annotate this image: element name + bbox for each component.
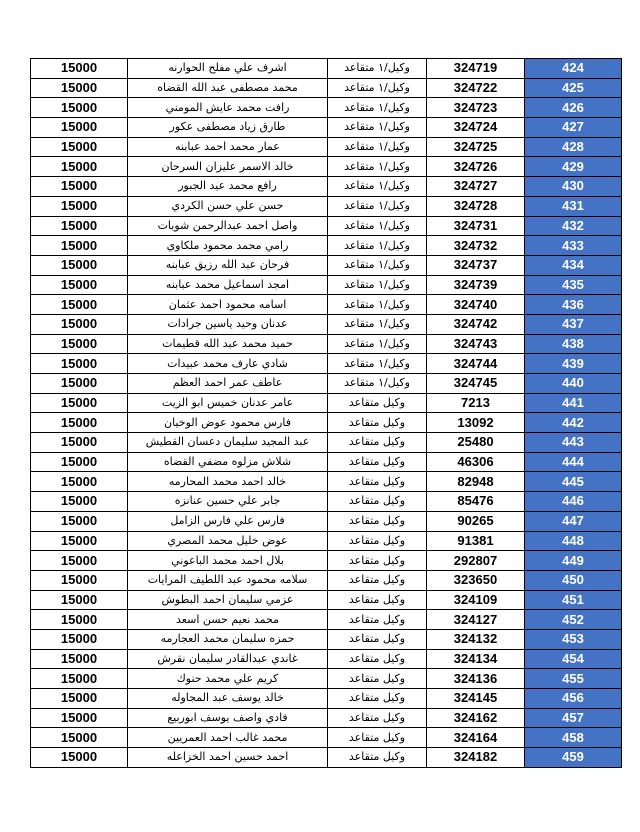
table-row [31, 433, 622, 453]
sequence-cell: 435 [525, 275, 622, 295]
rank-cell: وكيل متقاعد [328, 413, 427, 433]
rank-cell: وكيل متقاعد [328, 511, 427, 531]
service-number-cell: 292807 [427, 551, 525, 571]
service-number-cell: 324737 [427, 255, 525, 275]
sequence-cell: 424 [525, 59, 622, 79]
table-row [31, 472, 622, 492]
service-number-cell: 324732 [427, 236, 525, 256]
name-cell: شادي عارف محمد عبيدات [128, 354, 328, 374]
sequence-cell: 453 [525, 629, 622, 649]
service-number-cell: 324134 [427, 649, 525, 669]
payment-list-table [30, 58, 622, 768]
name-cell: رافع محمد عيد الجبور [128, 177, 328, 197]
service-number-cell: 324740 [427, 295, 525, 315]
service-number-cell: 25480 [427, 433, 525, 453]
amount-cell: 15000 [31, 59, 128, 79]
table-row [31, 590, 622, 610]
rank-cell: وكيل/١ متقاعد [328, 137, 427, 157]
rank-cell: وكيل متقاعد [328, 748, 427, 768]
amount-cell: 15000 [31, 590, 128, 610]
table-row [31, 118, 622, 138]
table-row [31, 275, 622, 295]
table-row [31, 748, 622, 768]
name-cell: عبد المجيد سليمان دعسان القطيش [128, 433, 328, 453]
sequence-cell: 449 [525, 551, 622, 571]
amount-cell: 15000 [31, 196, 128, 216]
sequence-cell: 437 [525, 314, 622, 334]
amount-cell: 15000 [31, 118, 128, 138]
rank-cell: وكيل/١ متقاعد [328, 374, 427, 394]
service-number-cell: 323650 [427, 570, 525, 590]
service-number-cell: 324136 [427, 669, 525, 689]
amount-cell: 15000 [31, 492, 128, 512]
table-row [31, 610, 622, 630]
name-cell: فادي واصف يوسف ابوربيع [128, 708, 328, 728]
table-row [31, 354, 622, 374]
service-number-cell: 324742 [427, 314, 525, 334]
sequence-cell: 431 [525, 196, 622, 216]
amount-cell: 15000 [31, 433, 128, 453]
table-row [31, 669, 622, 689]
service-number-cell: 13092 [427, 413, 525, 433]
sequence-cell: 443 [525, 433, 622, 453]
service-number-cell: 324739 [427, 275, 525, 295]
name-cell: خالد احمد محمد المحارمه [128, 472, 328, 492]
amount-cell: 15000 [31, 334, 128, 354]
amount-cell: 15000 [31, 137, 128, 157]
name-cell: واصل احمد عبدالرحمن شويات [128, 216, 328, 236]
amount-cell: 15000 [31, 551, 128, 571]
name-cell: عامر عدنان خميس ابو الزيت [128, 393, 328, 413]
name-cell: حسن علي حسن الكردي [128, 196, 328, 216]
service-number-cell: 324731 [427, 216, 525, 236]
service-number-cell: 90265 [427, 511, 525, 531]
amount-cell: 15000 [31, 295, 128, 315]
table-row [31, 196, 622, 216]
table-row [31, 551, 622, 571]
rank-cell: وكيل/١ متقاعد [328, 295, 427, 315]
service-number-cell: 324145 [427, 689, 525, 709]
name-cell: رامي محمد محمود ملكاوي [128, 236, 328, 256]
table-row [31, 492, 622, 512]
rank-cell: وكيل متقاعد [328, 629, 427, 649]
table-row [31, 216, 622, 236]
name-cell: كريم علي محمد حنوك [128, 669, 328, 689]
name-cell: غاندي عبدالقادر سليمان نقرش [128, 649, 328, 669]
table-row [31, 728, 622, 748]
amount-cell: 15000 [31, 236, 128, 256]
service-number-cell: 91381 [427, 531, 525, 551]
rank-cell: وكيل/١ متقاعد [328, 216, 427, 236]
service-number-cell: 324745 [427, 374, 525, 394]
service-number-cell: 324726 [427, 157, 525, 177]
name-cell: اسامه محمود احمد عثمان [128, 295, 328, 315]
rank-cell: وكيل/١ متقاعد [328, 196, 427, 216]
rank-cell: وكيل متقاعد [328, 472, 427, 492]
name-cell: سلامه محمود عبد اللطيف المرايات [128, 570, 328, 590]
service-number-cell: 324719 [427, 59, 525, 79]
amount-cell: 15000 [31, 511, 128, 531]
name-cell: احمد حسين احمد الخزاعله [128, 748, 328, 768]
sequence-cell: 445 [525, 472, 622, 492]
sequence-cell: 427 [525, 118, 622, 138]
amount-cell: 15000 [31, 728, 128, 748]
rank-cell: وكيل/١ متقاعد [328, 78, 427, 98]
rank-cell: وكيل/١ متقاعد [328, 177, 427, 197]
table-body [31, 59, 622, 768]
name-cell: حمزه سليمان محمد العجارمه [128, 629, 328, 649]
sequence-cell: 426 [525, 98, 622, 118]
name-cell: عوض خليل محمد المصري [128, 531, 328, 551]
rank-cell: وكيل/١ متقاعد [328, 255, 427, 275]
sequence-cell: 452 [525, 610, 622, 630]
amount-cell: 15000 [31, 216, 128, 236]
amount-cell: 15000 [31, 610, 128, 630]
amount-cell: 15000 [31, 531, 128, 551]
service-number-cell: 324744 [427, 354, 525, 374]
sequence-cell: 446 [525, 492, 622, 512]
service-number-cell: 46306 [427, 452, 525, 472]
table-row [31, 570, 622, 590]
amount-cell: 15000 [31, 255, 128, 275]
rank-cell: وكيل متقاعد [328, 590, 427, 610]
sequence-cell: 456 [525, 689, 622, 709]
name-cell: محمد نعيم حسن اسعد [128, 610, 328, 630]
rank-cell: وكيل متقاعد [328, 393, 427, 413]
amount-cell: 15000 [31, 275, 128, 295]
table-row [31, 295, 622, 315]
sequence-cell: 451 [525, 590, 622, 610]
service-number-cell: 82948 [427, 472, 525, 492]
table-row [31, 98, 622, 118]
name-cell: حميد محمد عبد الله قطيمات [128, 334, 328, 354]
service-number-cell: 324727 [427, 177, 525, 197]
amount-cell: 15000 [31, 354, 128, 374]
sequence-cell: 457 [525, 708, 622, 728]
rank-cell: وكيل متقاعد [328, 669, 427, 689]
table-row [31, 255, 622, 275]
sequence-cell: 450 [525, 570, 622, 590]
amount-cell: 15000 [31, 649, 128, 669]
name-cell: شلاش مزلوه مضفي القضاه [128, 452, 328, 472]
table-row [31, 413, 622, 433]
sequence-cell: 454 [525, 649, 622, 669]
name-cell: عدنان وحيد ياسين جرادات [128, 314, 328, 334]
amount-cell: 15000 [31, 689, 128, 709]
name-cell: رافت محمد عايش المومني [128, 98, 328, 118]
name-cell: عمار محمد احمد عبابنه [128, 137, 328, 157]
rank-cell: وكيل متقاعد [328, 531, 427, 551]
rank-cell: وكيل متقاعد [328, 689, 427, 709]
table-row [31, 649, 622, 669]
name-cell: جابر علي حسين عنانزه [128, 492, 328, 512]
name-cell: محمد مصطفى عبد الله القضاه [128, 78, 328, 98]
service-number-cell: 324127 [427, 610, 525, 630]
amount-cell: 15000 [31, 669, 128, 689]
sequence-cell: 429 [525, 157, 622, 177]
table-row [31, 157, 622, 177]
sequence-cell: 455 [525, 669, 622, 689]
amount-cell: 15000 [31, 78, 128, 98]
rank-cell: وكيل/١ متقاعد [328, 334, 427, 354]
service-number-cell: 324722 [427, 78, 525, 98]
sequence-cell: 440 [525, 374, 622, 394]
rank-cell: وكيل متقاعد [328, 570, 427, 590]
amount-cell: 15000 [31, 374, 128, 394]
table-row [31, 374, 622, 394]
service-number-cell: 324164 [427, 728, 525, 748]
service-number-cell: 324724 [427, 118, 525, 138]
rank-cell: وكيل متقاعد [328, 551, 427, 571]
service-number-cell: 7213 [427, 393, 525, 413]
rank-cell: وكيل/١ متقاعد [328, 314, 427, 334]
amount-cell: 15000 [31, 157, 128, 177]
amount-cell: 15000 [31, 570, 128, 590]
service-number-cell: 324162 [427, 708, 525, 728]
table-row [31, 59, 622, 79]
table-row [31, 511, 622, 531]
amount-cell: 15000 [31, 413, 128, 433]
table-row [31, 689, 622, 709]
amount-cell: 15000 [31, 393, 128, 413]
sequence-cell: 441 [525, 393, 622, 413]
rank-cell: وكيل متقاعد [328, 649, 427, 669]
name-cell: بلال احمد محمد الباعوني [128, 551, 328, 571]
table-row [31, 236, 622, 256]
service-number-cell: 324723 [427, 98, 525, 118]
amount-cell: 15000 [31, 452, 128, 472]
table-row [31, 531, 622, 551]
amount-cell: 15000 [31, 629, 128, 649]
amount-cell: 15000 [31, 98, 128, 118]
service-number-cell: 324182 [427, 748, 525, 768]
sequence-cell: 428 [525, 137, 622, 157]
amount-cell: 15000 [31, 708, 128, 728]
name-cell: خالد الاسمر عليزان السرحان [128, 157, 328, 177]
amount-cell: 15000 [31, 177, 128, 197]
name-cell: عاطف عمر احمد العظم [128, 374, 328, 394]
sequence-cell: 432 [525, 216, 622, 236]
service-number-cell: 324743 [427, 334, 525, 354]
sequence-cell: 448 [525, 531, 622, 551]
rank-cell: وكيل/١ متقاعد [328, 354, 427, 374]
table-row [31, 452, 622, 472]
sequence-cell: 444 [525, 452, 622, 472]
sequence-cell: 438 [525, 334, 622, 354]
amount-cell: 15000 [31, 748, 128, 768]
rank-cell: وكيل/١ متقاعد [328, 275, 427, 295]
name-cell: اشرف علي مفلح الحوارنه [128, 59, 328, 79]
rank-cell: وكيل/١ متقاعد [328, 59, 427, 79]
rank-cell: وكيل متقاعد [328, 492, 427, 512]
rank-cell: وكيل/١ متقاعد [328, 157, 427, 177]
table-row [31, 78, 622, 98]
name-cell: محمد غالب احمد العمريين [128, 728, 328, 748]
sequence-cell: 433 [525, 236, 622, 256]
sequence-cell: 436 [525, 295, 622, 315]
table-row [31, 393, 622, 413]
amount-cell: 15000 [31, 472, 128, 492]
name-cell: امجد اسماعيل محمد عبابنه [128, 275, 328, 295]
rank-cell: وكيل متقاعد [328, 610, 427, 630]
service-number-cell: 85476 [427, 492, 525, 512]
service-number-cell: 324109 [427, 590, 525, 610]
sequence-cell: 447 [525, 511, 622, 531]
service-number-cell: 324725 [427, 137, 525, 157]
rank-cell: وكيل/١ متقاعد [328, 98, 427, 118]
service-number-cell: 324132 [427, 629, 525, 649]
sequence-cell: 442 [525, 413, 622, 433]
name-cell: فارس علي فارس الزامل [128, 511, 328, 531]
sequence-cell: 425 [525, 78, 622, 98]
rank-cell: وكيل متقاعد [328, 452, 427, 472]
rank-cell: وكيل متقاعد [328, 728, 427, 748]
service-number-cell: 324728 [427, 196, 525, 216]
table-row [31, 334, 622, 354]
name-cell: طارق زياد مصطفى عكور [128, 118, 328, 138]
sequence-cell: 459 [525, 748, 622, 768]
sequence-cell: 458 [525, 728, 622, 748]
name-cell: عزمي سليمان احمد البطوش [128, 590, 328, 610]
table-row [31, 177, 622, 197]
rank-cell: وكيل متقاعد [328, 433, 427, 453]
table-row [31, 629, 622, 649]
name-cell: فرحان عبد الله رزيق عبابنه [128, 255, 328, 275]
rank-cell: وكيل متقاعد [328, 708, 427, 728]
rank-cell: وكيل/١ متقاعد [328, 118, 427, 138]
name-cell: فارس محمود عوض الوخيان [128, 413, 328, 433]
sequence-cell: 434 [525, 255, 622, 275]
table-row [31, 137, 622, 157]
table-row [31, 708, 622, 728]
amount-cell: 15000 [31, 314, 128, 334]
name-cell: خالد يوسف عبد المجاوله [128, 689, 328, 709]
sequence-cell: 430 [525, 177, 622, 197]
table-row [31, 314, 622, 334]
rank-cell: وكيل/١ متقاعد [328, 236, 427, 256]
sequence-cell: 439 [525, 354, 622, 374]
